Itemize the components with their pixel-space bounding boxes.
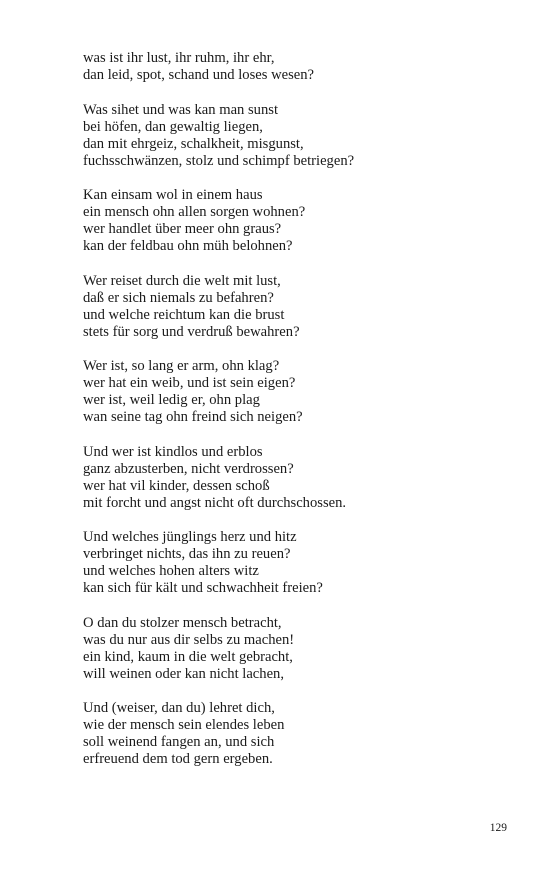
poem-line: fuchsschwänzen, stolz und schimpf betriegen? [83,152,355,169]
stanza-8 [83,615,523,683]
poem-line: wan seine tag ohn freind sich neigen? [83,409,303,425]
stanza-6 [83,444,523,512]
stanza-1 [83,50,523,84]
poem-line: ganz abzusterben, nicht verdrossen? [83,460,294,477]
poem-line: wer handlet über meer ohn graus? [83,221,282,237]
poem-line: und welches hohen alters witz [83,563,259,579]
stanza-7 [83,529,523,597]
poem-line: mit forcht und angst nicht oft durchschossen. [83,494,347,511]
poem-line: Wer reiset durch die welt mit lust, [83,272,281,289]
poem-line: will weinen oder kan nicht lachen, [83,665,284,682]
poem-line: stets für sorg und verdruß bewahren? [83,323,300,340]
poem-text [83,50,523,786]
poem-line: was ist ihr lust, ihr ruhm, ihr ehr, [83,50,275,66]
poem-line: wie der mensch sein elendes leben [83,717,285,733]
poem-line: Was sihet und was kan man sunst [83,101,279,118]
poem-line: ein mensch ohn allen sorgen wohnen? [83,204,306,220]
poem-line: erfreuend dem tod gern ergeben. [83,751,273,767]
poem-line: verbringet nichts, das ihn zu reuen? [83,546,291,562]
poem-line: kan der feldbau ohn müh belohnen? [83,238,293,254]
poem-line: kan sich für kält und schwachheit freien? [83,580,323,596]
poem-line: Kan einsam wol in einem haus [83,187,263,203]
poem-line: Und wer ist kindlos und erblos [83,443,263,460]
stanza-5 [83,358,523,426]
poem-line: dan leid, spot, schand und loses wesen? [83,67,315,83]
poem-line: und welche reichtum kan die brust [83,306,285,323]
poem-line: ein kind, kaum in die welt gebracht, [83,648,293,665]
poem-line: soll weinend fangen an, und sich [83,734,275,750]
poem-line: was du nur aus dir selbs zu machen! [83,631,295,648]
poem-line: wer hat ein weib, und ist sein eigen? [83,375,296,391]
stanza-4 [83,273,523,341]
poem-line: daß er sich niemals zu befahren? [83,289,274,306]
poem-line: Und (weiser, dan du) lehret dich, [83,700,275,716]
poem-line: Wer ist, so lang er arm, ohn klag? [83,358,280,374]
poem-line: dan mit ehrgeiz, schalkheit, misgunst, [83,135,304,152]
poem-line: Und welches jünglings herz und hitz [83,529,297,545]
poem-line: wer hat vil kinder, dessen schoß [83,477,270,494]
stanza-3 [83,187,523,255]
stanza-2 [83,102,523,170]
stanza-9 [83,700,523,768]
poem-line: bei höfen, dan gewaltig liegen, [83,118,263,135]
poem-line: wer ist, weil ledig er, ohn plag [83,392,260,408]
poem-line: O dan du stolzer mensch betracht, [83,614,282,631]
page-number: 129 [489,822,507,834]
